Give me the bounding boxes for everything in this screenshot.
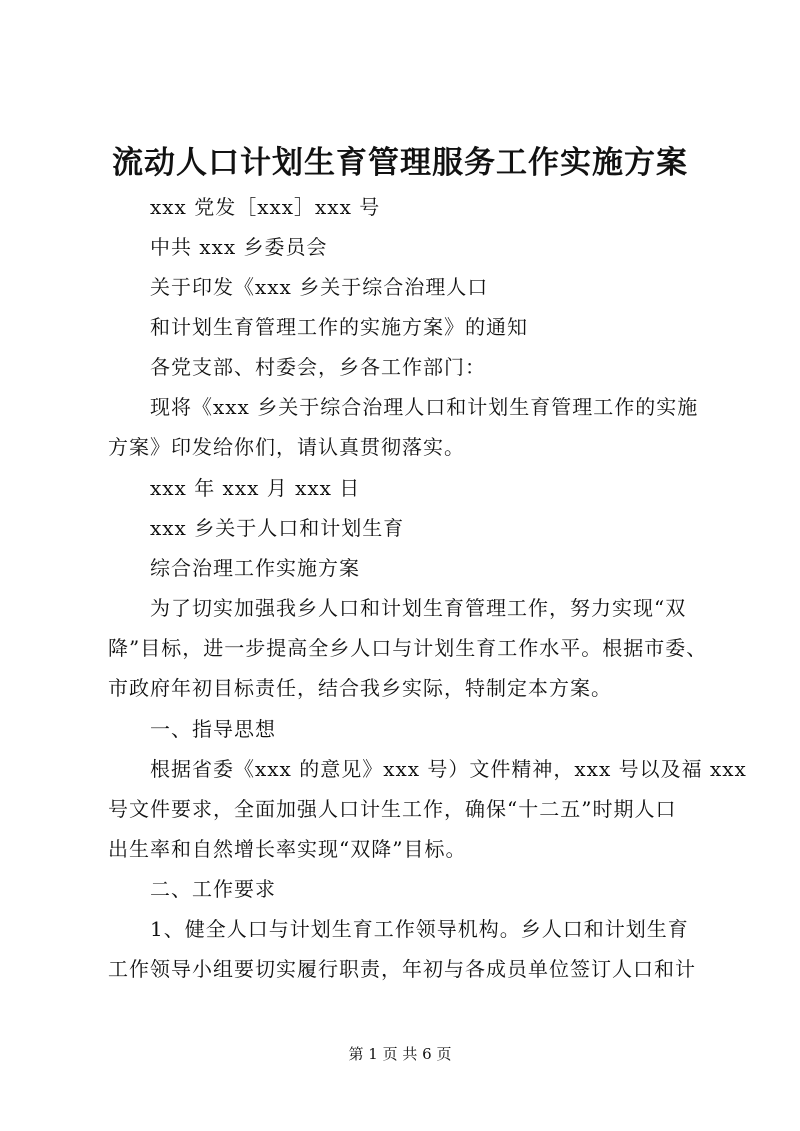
- paragraph-line: 工作领导小组要切实履行职责，年初与各成员单位签订人口和计: [108, 957, 696, 981]
- paragraph-line: 降”目标，进一步提高全乡人口与计划生育工作水平。根据市委、: [108, 636, 708, 660]
- document-title: 流动人口计划生育管理服务工作实施方案: [112, 145, 688, 181]
- issuing-organization: 中共 xxx 乡委员会: [150, 235, 328, 259]
- paragraph-line: 号文件要求，全面加强人口计生工作，确保“十二五”时期人口: [108, 797, 677, 821]
- section-heading: 一、指导思想: [150, 717, 276, 741]
- paragraph-line: 市政府年初目标责任，结合我乡实际，特制定本方案。: [108, 676, 612, 700]
- document-number: xxx 党发［xxx］xxx 号: [150, 195, 381, 219]
- paragraph-line: 为了切实加强我乡人口和计划生育管理工作，努力实现“双: [150, 596, 687, 620]
- page-footer: 第 1 页 共 6 页: [348, 1045, 452, 1063]
- plan-title-line-1: xxx 乡关于人口和计划生育: [150, 516, 405, 540]
- document-date: xxx 年 xxx 月 xxx 日: [150, 476, 361, 500]
- paragraph-line: 出生率和自然增长率实现“双降”目标。: [108, 837, 467, 861]
- notice-title-line-2: 和计划生育管理工作的实施方案》的通知: [150, 315, 528, 339]
- recipients: 各党支部、村委会，乡各工作部门：: [150, 355, 486, 379]
- plan-title-line-2: 综合治理工作实施方案: [150, 556, 360, 580]
- notice-title-line-1: 关于印发《xxx 乡关于综合治理人口: [150, 275, 489, 299]
- paragraph-line: 根据省委《xxx 的意见》xxx 号）文件精神，xxx 号以及福 xxx: [150, 757, 747, 781]
- paragraph-line: 方案》印发给你们，请认真贯彻落实。: [108, 435, 465, 459]
- section-heading: 二、工作要求: [150, 877, 276, 901]
- paragraph-line: 现将《xxx 乡关于综合治理人口和计划生育管理工作的实施: [150, 395, 699, 419]
- paragraph-line: 1、健全人口与计划生育工作领导机构。乡人口和计划生育: [150, 917, 689, 941]
